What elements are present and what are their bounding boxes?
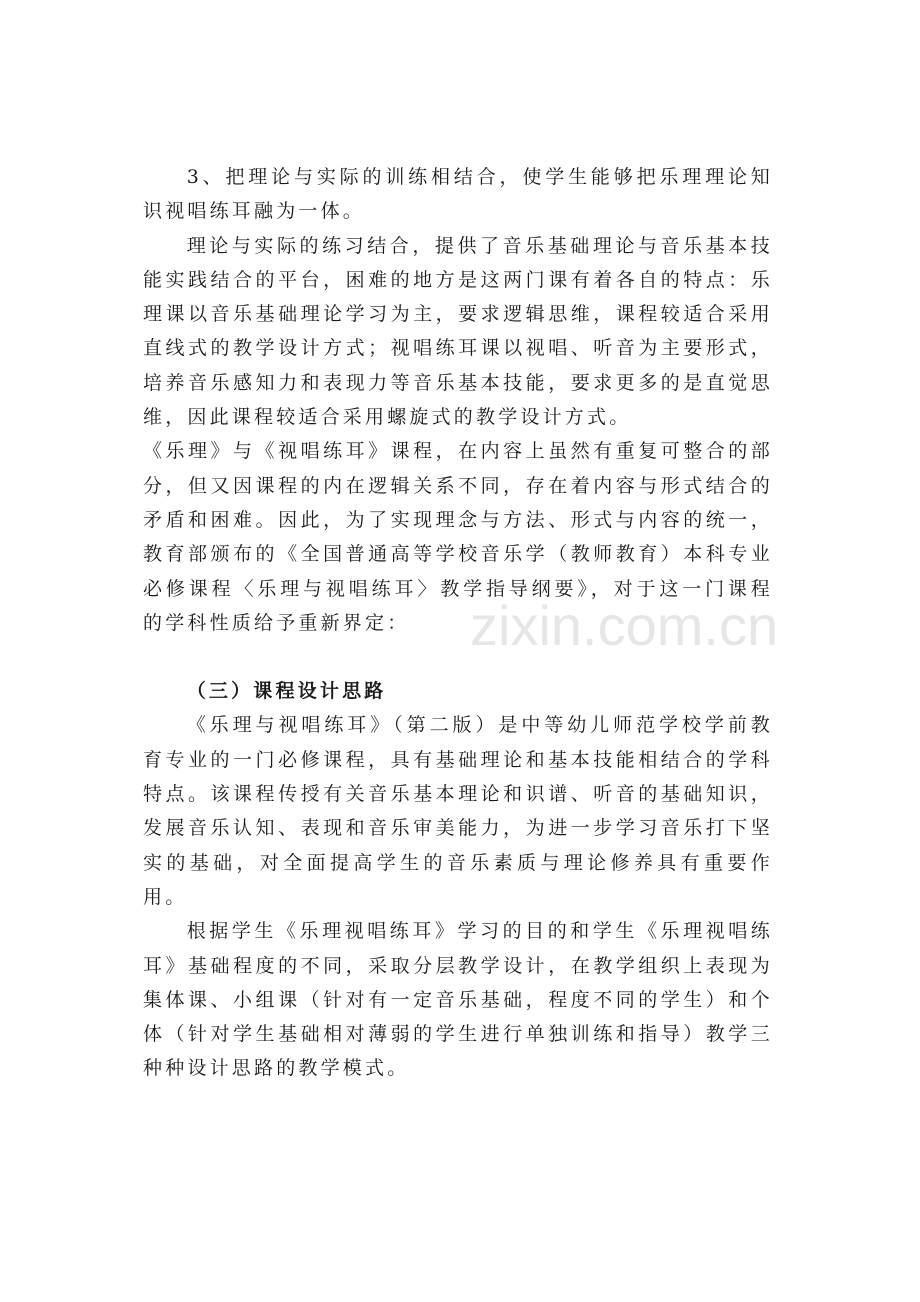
paragraph-course-integration: 《乐理》与《视唱练耳》课程，在内容上虽然有重复可整合的部分，但又因课程的内在逻辑关系不同，存在着内容与形式结合的矛盾和困难。因此，为了实现理念与方法、形式与内容的统一，教育部颁布的《全国普通高等学校音乐学（教师教育）本科专业必修课程〈乐理与视唱练耳〉教学指导纲要》，对于这一门课程的学科性质给予重新界定： <box>143 440 773 634</box>
paragraph-point-3: 3、把理论与实际的训练相结合，使学生能够把乐理理论知识视唱练耳融为一体。 <box>143 166 773 223</box>
paragraph-layered-teaching: 根据学生《乐理视唱练耳》学习的目的和学生《乐理视唱练耳》基础程度的不同，采取分层教学设计，在教学组织上表现为集体课、小组课（针对有一定音乐基础，程度不同的学生）和个体（针对学生基础相对薄弱的学生进行单独训练和指导）教学三种种设计思路的教学模式。 <box>143 920 773 1080</box>
paragraph-course-description: 《乐理与视唱练耳》（第二版）是中等幼儿师范学校学前教育专业的一门必修课程，具有基础理论和基本技能相结合的学科特点。该课程传授有关音乐基本理论和识谱、听音的基础知识，发展音乐认知、表现和音乐审美能力，为进一步学习音乐打下坚实的基础，对全面提高学生的音乐素质与理论修养具有重要作用。 <box>143 714 773 908</box>
watermark-text: zixin.com.cn <box>470 594 779 657</box>
document-body <box>143 160 773 1086</box>
paragraph-theory-practice: 理论与实际的练习结合，提供了音乐基础理论与音乐基本技能实践结合的平台，困难的地方是这两门课有着各自的特点：乐理课以音乐基础理论学习为主，要求逻辑思维，课程较适合采用直线式的教学设计方式；视唱练耳课以视唱、听音为主要形式，培养音乐感知力和表现力等音乐基本技能，要求更多的是直觉思维，因此课程较适合采用螺旋式的教学设计方式。 <box>143 234 773 429</box>
section-heading-course-design: （三）课程设计思路 <box>186 680 387 703</box>
